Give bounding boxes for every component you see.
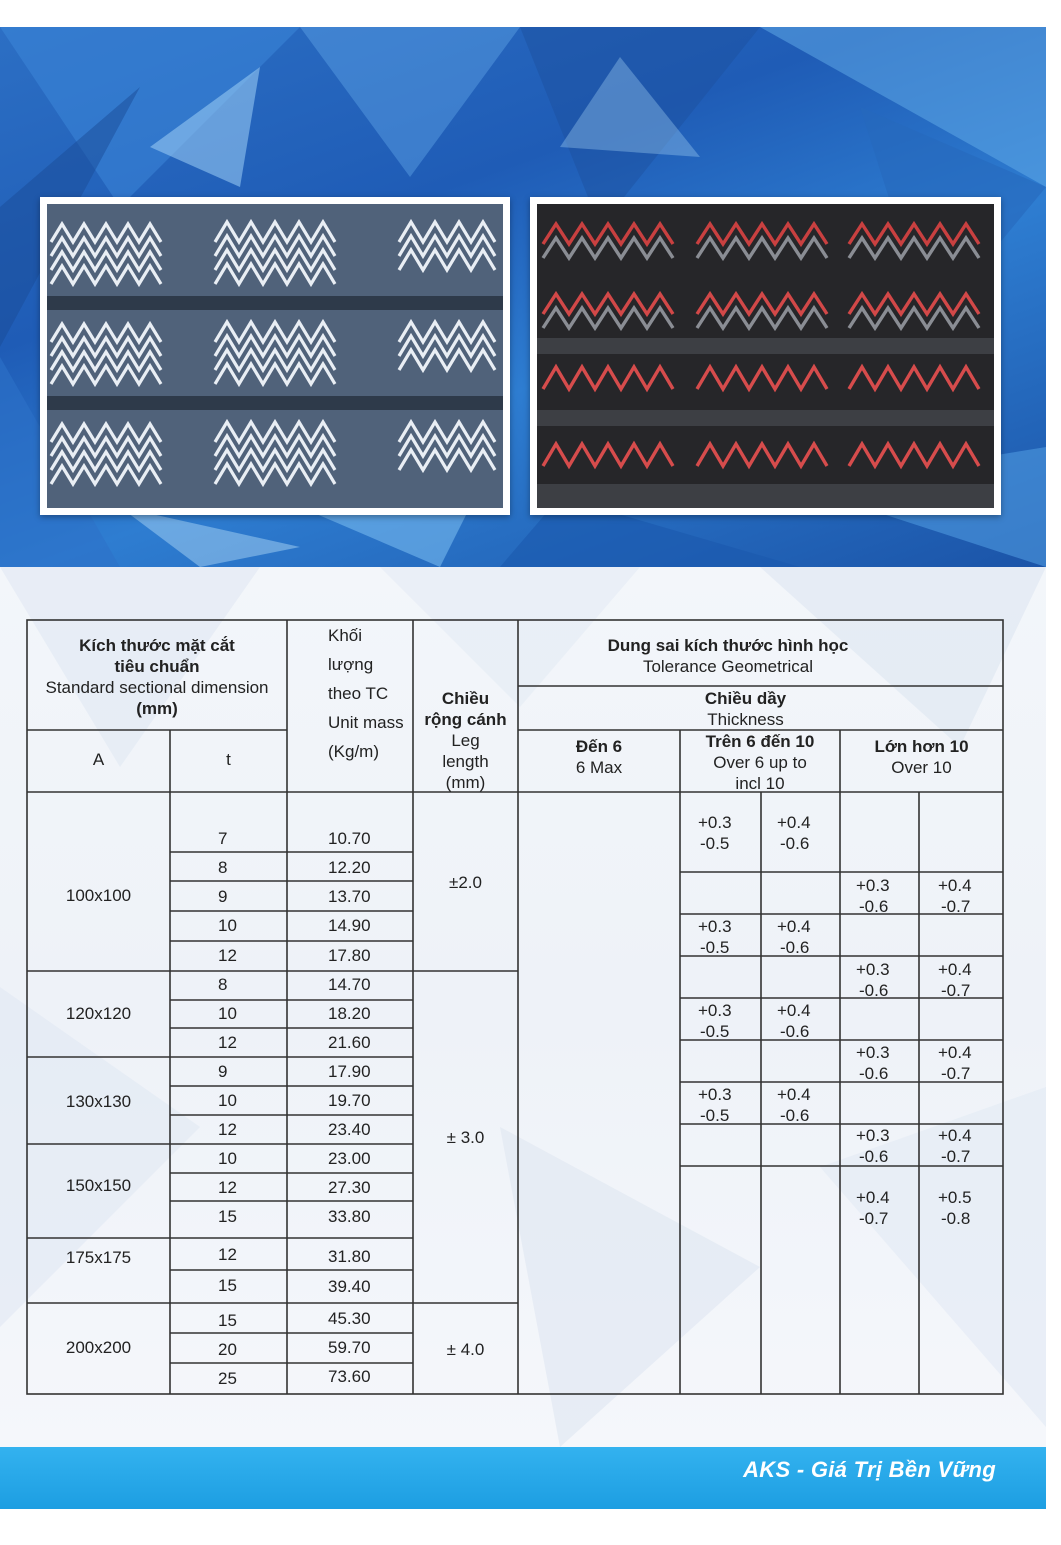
mass-header-4: Unit mass xyxy=(328,713,404,732)
mass-cell: 33.80 xyxy=(328,1207,371,1226)
size-cell: 175x175 xyxy=(65,1248,132,1267)
leg-header-en-3: (mm) xyxy=(445,773,486,792)
mass-cell: 23.40 xyxy=(328,1120,371,1139)
leg-header-vi-2: rộng cánh xyxy=(424,710,507,729)
thickness-title-vi: Chiều dầy xyxy=(704,689,787,708)
group-title-vi-2: tiêu chuẩn xyxy=(114,657,200,676)
mass-cell: 73.60 xyxy=(328,1367,371,1386)
galvanized-angle-photo xyxy=(40,197,510,515)
tolerance-plus: +0.4 xyxy=(777,1085,811,1104)
tolerance-plus: +0.3 xyxy=(856,1043,890,1062)
group-title-vi-1: Kích thước mặt cắt xyxy=(79,636,235,655)
footer-bar xyxy=(0,1447,1046,1509)
mass-cell: 13.70 xyxy=(328,887,371,906)
range1-en: 6 Max xyxy=(575,758,623,777)
size-cell: 130x130 xyxy=(65,1092,132,1111)
tolerance-minus: -0.6 xyxy=(780,1022,810,1041)
tolerance-plus: +0.4 xyxy=(856,1188,890,1207)
range3-en: Over 10 xyxy=(891,758,952,777)
tolerance-minus: -0.7 xyxy=(941,1064,971,1083)
tolerance-minus: -0.7 xyxy=(859,1209,889,1228)
range2-en-1: Over 6 up to xyxy=(713,753,807,772)
thickness-cell: 10 xyxy=(218,1091,237,1110)
tolerance-minus: -0.8 xyxy=(941,1209,971,1228)
tolerance-plus: +0.4 xyxy=(777,917,811,936)
hero-banner xyxy=(0,27,1046,567)
leg-tolerance-cell: ± 3.0 xyxy=(446,1128,485,1147)
col-a-header: A xyxy=(92,750,105,769)
thickness-cell: 12 xyxy=(218,1120,237,1139)
col-t-header: t xyxy=(226,750,231,769)
tolerance-plus: +0.4 xyxy=(777,1001,811,1020)
tolerance-plus: +0.3 xyxy=(698,813,732,832)
footer-slogan: AKS - Giá Trị Bền Vững xyxy=(743,1457,996,1482)
tolerance-plus: +0.4 xyxy=(938,960,972,979)
tolerance-minus: -0.6 xyxy=(780,834,810,853)
mass-header-3: theo TC xyxy=(328,684,389,703)
size-cell: 120x120 xyxy=(65,1004,132,1023)
tolerance-minus: -0.6 xyxy=(780,1106,810,1125)
mass-cell: 23.00 xyxy=(328,1149,371,1168)
thickness-cell: 8 xyxy=(218,858,228,877)
range1-vi: Đến 6 xyxy=(575,737,623,756)
size-cell: 200x200 xyxy=(65,1338,132,1357)
mass-cell: 12.20 xyxy=(328,858,371,877)
tolerance-plus: +0.4 xyxy=(938,876,972,895)
mass-cell: 17.90 xyxy=(328,1062,371,1081)
thickness-cell: 15 xyxy=(218,1276,237,1295)
tolerance-plus: +0.4 xyxy=(777,813,811,832)
tolerance-plus: +0.4 xyxy=(938,1126,972,1145)
mass-cell: 14.90 xyxy=(328,916,371,935)
thickness-cell: 8 xyxy=(218,975,228,994)
leg-header-vi-1: Chiều xyxy=(441,689,490,708)
tolerance-minus: -0.5 xyxy=(700,1022,730,1041)
tolerance-minus: -0.7 xyxy=(941,1147,971,1166)
mass-cell: 45.30 xyxy=(328,1309,371,1328)
thickness-cell: 10 xyxy=(218,916,237,935)
mass-cell: 39.40 xyxy=(328,1277,371,1296)
mass-cell: 59.70 xyxy=(328,1338,371,1357)
thickness-cell: 9 xyxy=(218,887,228,906)
mass-cell: 10.70 xyxy=(328,829,371,848)
black-steel-angle-photo xyxy=(530,197,1001,515)
thickness-cell: 12 xyxy=(218,1033,237,1052)
tolerance-plus: +0.3 xyxy=(856,876,890,895)
tolerance-plus: +0.3 xyxy=(698,917,732,936)
tolerance-plus: +0.3 xyxy=(856,960,890,979)
tolerance-minus: -0.7 xyxy=(941,981,971,1000)
tolerance-plus: +0.5 xyxy=(938,1188,972,1207)
thickness-title-en: Thickness xyxy=(707,710,784,729)
thickness-cell: 12 xyxy=(218,946,237,965)
range2-en-2: incl 10 xyxy=(735,774,785,793)
mass-cell: 19.70 xyxy=(328,1091,371,1110)
thickness-cell: 9 xyxy=(218,1062,228,1081)
range3-vi: Lớn hơn 10 xyxy=(874,737,969,756)
tolerance-plus: +0.4 xyxy=(938,1043,972,1062)
tolerance-minus: -0.6 xyxy=(859,897,889,916)
leg-tolerance-cell: ±2.0 xyxy=(449,873,482,892)
tolerance-minus: -0.6 xyxy=(859,1147,889,1166)
thickness-cell: 10 xyxy=(218,1149,237,1168)
mass-header-5: (Kg/m) xyxy=(328,742,379,761)
thickness-cell: 10 xyxy=(218,1004,237,1023)
leg-header-en-2: length xyxy=(442,752,489,771)
tolerance-minus: -0.6 xyxy=(859,1064,889,1083)
leg-header-en-1: Leg xyxy=(451,731,480,750)
tolerance-minus: -0.5 xyxy=(700,1106,730,1125)
mass-cell: 31.80 xyxy=(328,1247,371,1266)
tolerance-minus: -0.7 xyxy=(941,897,971,916)
range2-vi: Trên 6 đến 10 xyxy=(705,732,815,751)
mass-cell: 17.80 xyxy=(328,946,371,965)
group-unit: (mm) xyxy=(136,699,178,718)
size-cell: 100x100 xyxy=(65,886,132,905)
mass-header-2: lượng xyxy=(328,655,374,674)
thickness-cell: 25 xyxy=(218,1369,237,1388)
mass-cell: 21.60 xyxy=(328,1033,371,1052)
group-title-en: Standard sectional dimension xyxy=(45,678,269,697)
mass-cell: 14.70 xyxy=(328,975,371,994)
mass-cell: 27.30 xyxy=(328,1178,371,1197)
tolerance-title-en: Tolerance Geometrical xyxy=(642,657,814,676)
mass-cell: 18.20 xyxy=(328,1004,371,1023)
tolerance-minus: -0.5 xyxy=(700,938,730,957)
tolerance-minus: -0.6 xyxy=(780,938,810,957)
tolerance-plus: +0.3 xyxy=(698,1085,732,1104)
leg-tolerance-cell: ± 4.0 xyxy=(446,1340,485,1359)
thickness-cell: 15 xyxy=(218,1207,237,1226)
thickness-cell: 15 xyxy=(218,1311,237,1330)
tolerance-title-vi: Dung sai kích thước hình học xyxy=(607,636,849,655)
thickness-cell: 12 xyxy=(218,1245,237,1264)
tolerance-plus: +0.3 xyxy=(856,1126,890,1145)
tolerance-plus: +0.3 xyxy=(698,1001,732,1020)
thickness-cell: 12 xyxy=(218,1178,237,1197)
mass-header-1: Khối xyxy=(328,626,363,645)
size-cell: 150x150 xyxy=(65,1176,132,1195)
tolerance-minus: -0.6 xyxy=(859,981,889,1000)
thickness-cell: 7 xyxy=(218,829,228,848)
tolerance-minus: -0.5 xyxy=(700,834,730,853)
thickness-cell: 20 xyxy=(218,1340,237,1359)
